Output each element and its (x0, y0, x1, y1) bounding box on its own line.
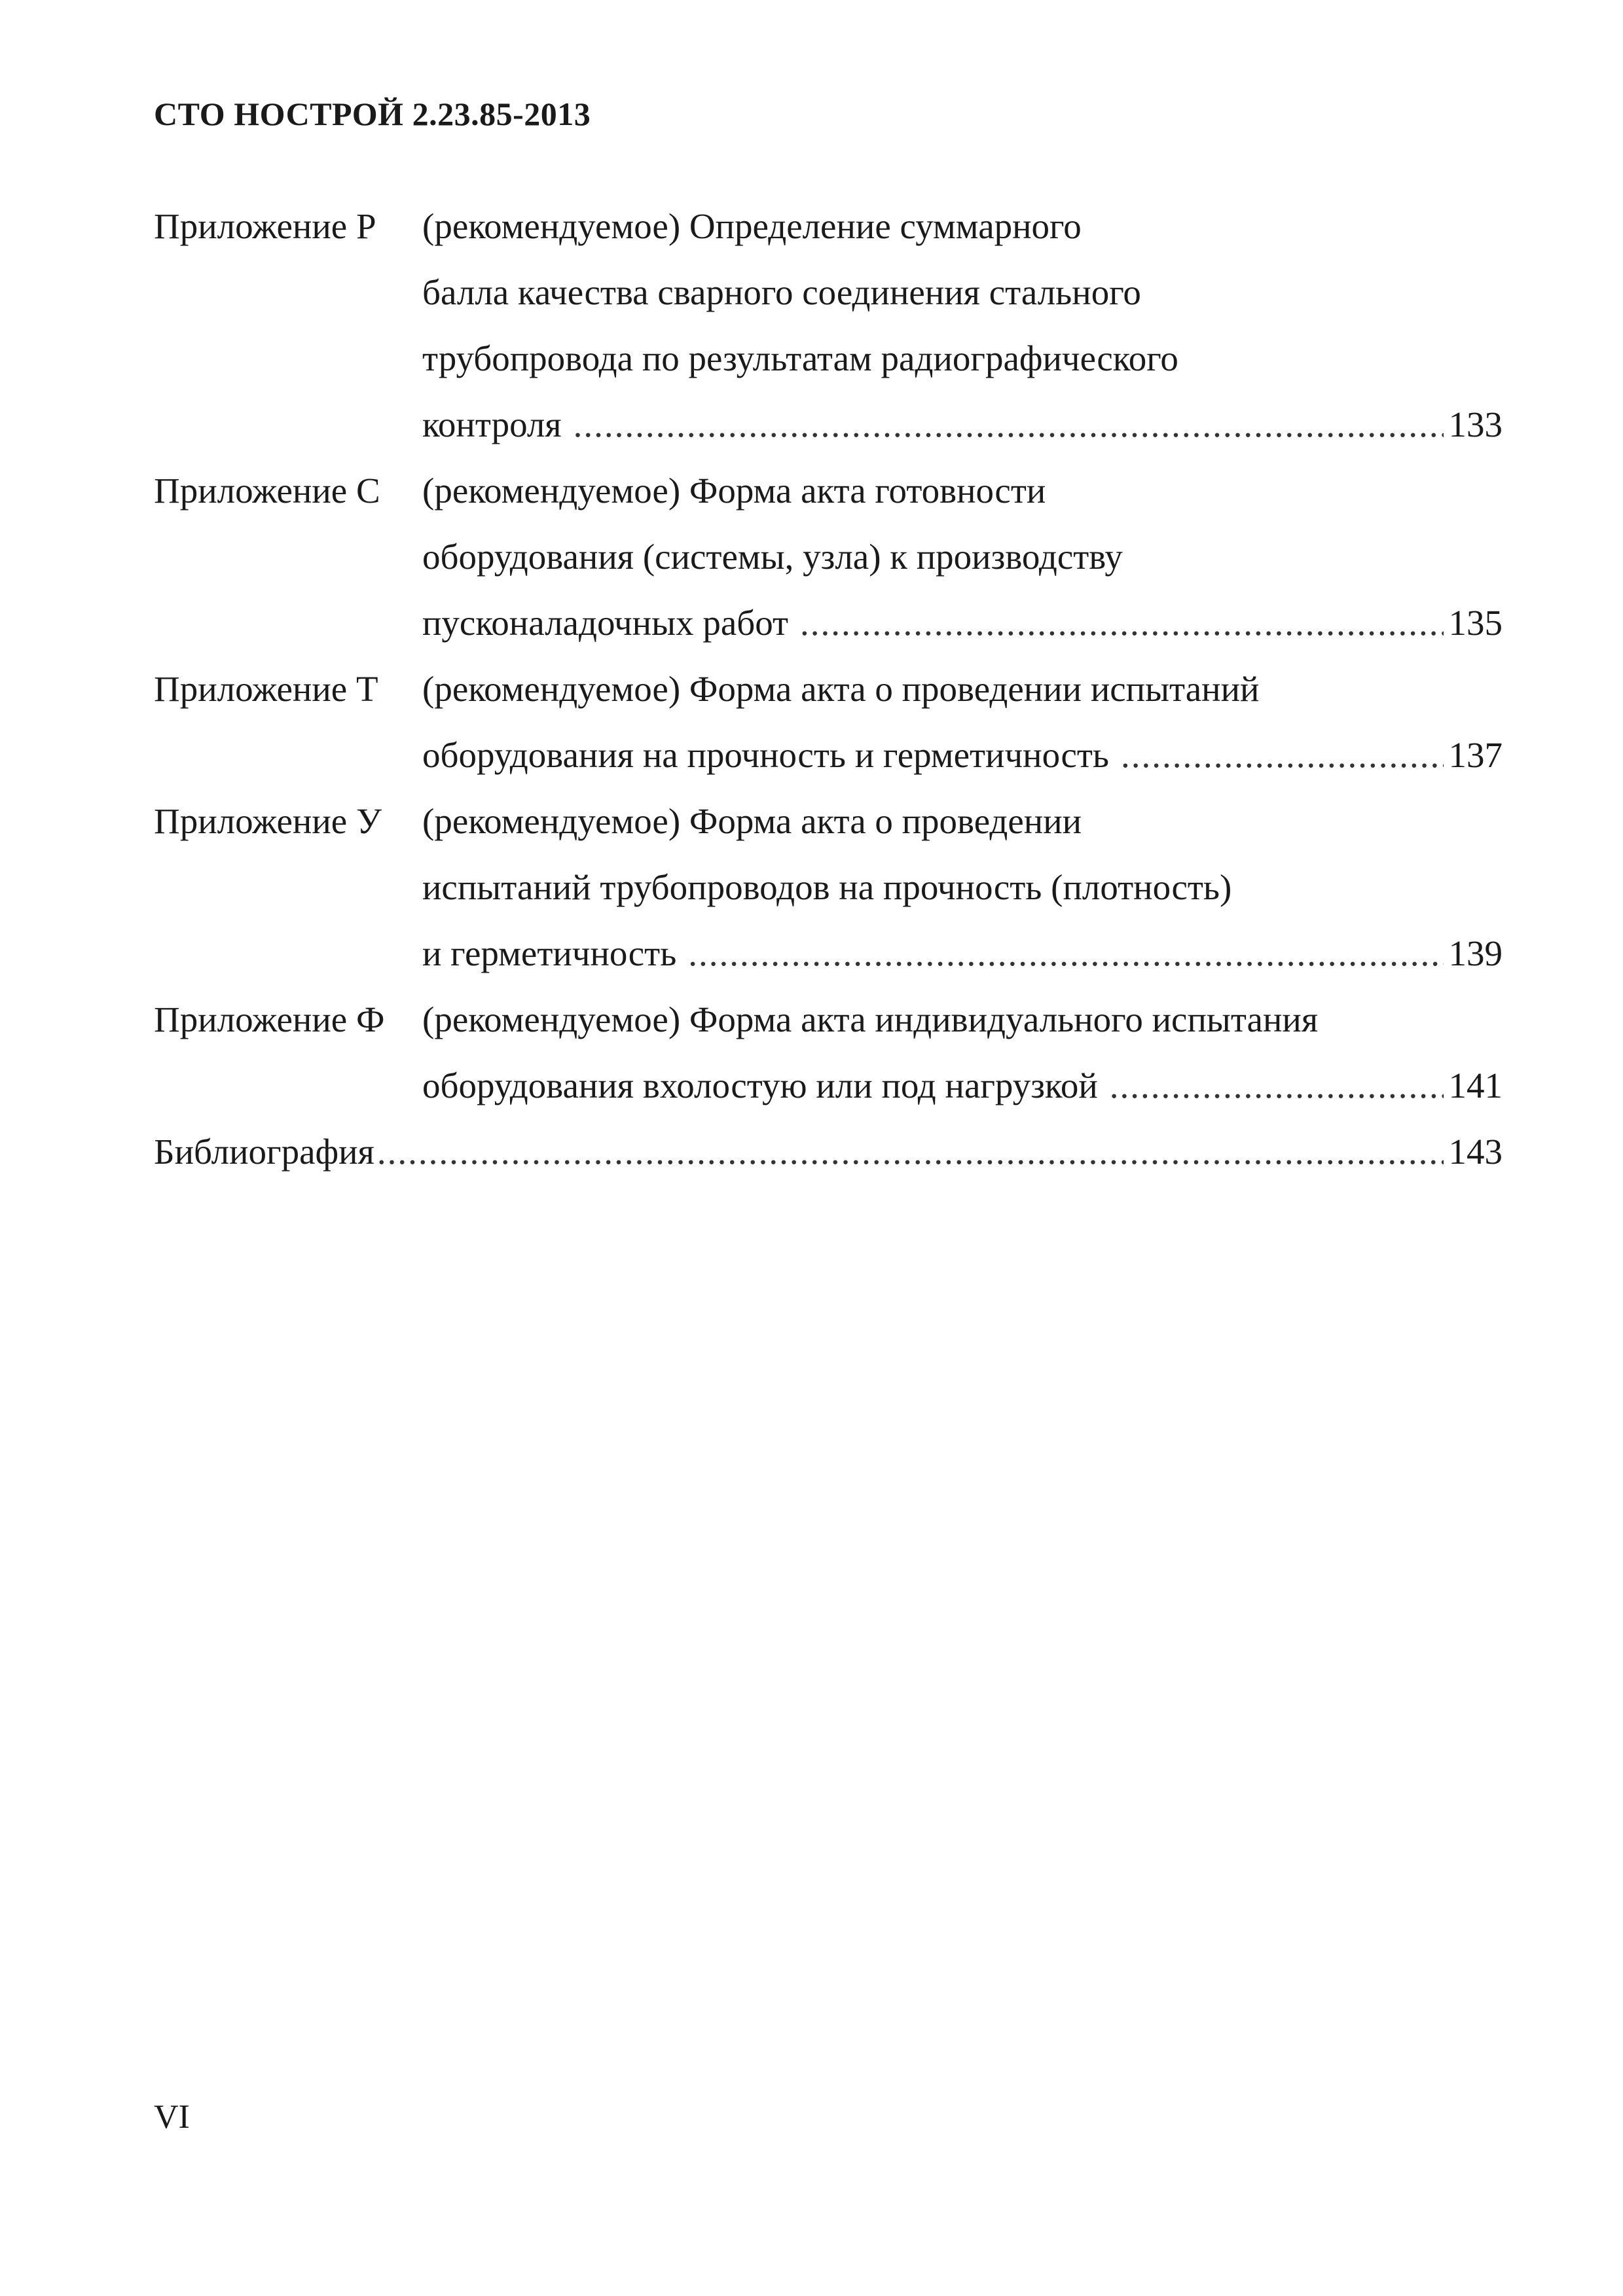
dot-leader (377, 1119, 1444, 1185)
toc-entry-label: Приложение Р (154, 206, 376, 246)
table-of-contents (154, 193, 1503, 1185)
toc-page-number: 133 (1448, 404, 1503, 444)
toc-entry-label: Приложение С (154, 471, 380, 511)
toc-entry-appendix-s[interactable] (154, 457, 1503, 656)
toc-entry-line: (рекомендуемое) Форма акта о проведении испытаний (422, 669, 1260, 709)
toc-entry-line: оборудования на прочность и герметичность (422, 735, 1109, 775)
dot-leader (688, 920, 1443, 986)
toc-entry-label: Приложение Ф (154, 999, 385, 1039)
toc-page-number: 137 (1448, 735, 1503, 775)
toc-entry-line: трубопровода по результатам радиографического (422, 338, 1178, 378)
toc-entry-line: и герметичность (422, 933, 677, 973)
toc-page-number: 135 (1448, 603, 1503, 643)
toc-entry-appendix-u[interactable] (154, 788, 1503, 986)
toc-entry-label: Приложение У (154, 801, 382, 841)
toc-entry-appendix-r[interactable] (154, 193, 1503, 457)
toc-entry-line: (рекомендуемое) Форма акта готовности (422, 471, 1046, 511)
dot-leader (1110, 1052, 1444, 1119)
toc-entry-line: оборудования вхолостую или под нагрузкой (422, 1066, 1098, 1105)
toc-entry-line: испытаний трубопроводов на прочность (плотность) (422, 867, 1232, 907)
toc-page-number: 143 (1448, 1132, 1503, 1172)
toc-entry-appendix-t[interactable] (154, 656, 1503, 788)
toc-entry-line: (рекомендуемое) Определение суммарного (422, 206, 1082, 246)
dot-leader (574, 391, 1444, 457)
toc-entry-line: контроля (422, 404, 562, 444)
toc-entry-label: Библиография (154, 1132, 374, 1172)
dot-leader (800, 590, 1443, 656)
page-number-footer: VI (154, 2098, 190, 2136)
document-header: СТО НОСТРОЙ 2.23.85-2013 (154, 96, 591, 132)
toc-entry-bibliography[interactable] (154, 1119, 1503, 1185)
toc-entry-line: пусконаладочных работ (422, 603, 789, 643)
toc-page-number: 141 (1448, 1066, 1503, 1105)
toc-page-number: 139 (1448, 933, 1503, 973)
toc-entry-appendix-f[interactable] (154, 986, 1503, 1119)
toc-entry-label: Приложение Т (154, 669, 378, 709)
toc-entry-line: (рекомендуемое) Форма акта о проведении (422, 801, 1082, 841)
toc-entry-line: (рекомендуемое) Форма акта индивидуального испытания (422, 999, 1319, 1039)
toc-entry-line: балла качества сварного соединения стального (422, 272, 1141, 312)
dot-leader (1121, 722, 1444, 788)
toc-entry-line: оборудования (системы, узла) к производству (422, 537, 1123, 577)
